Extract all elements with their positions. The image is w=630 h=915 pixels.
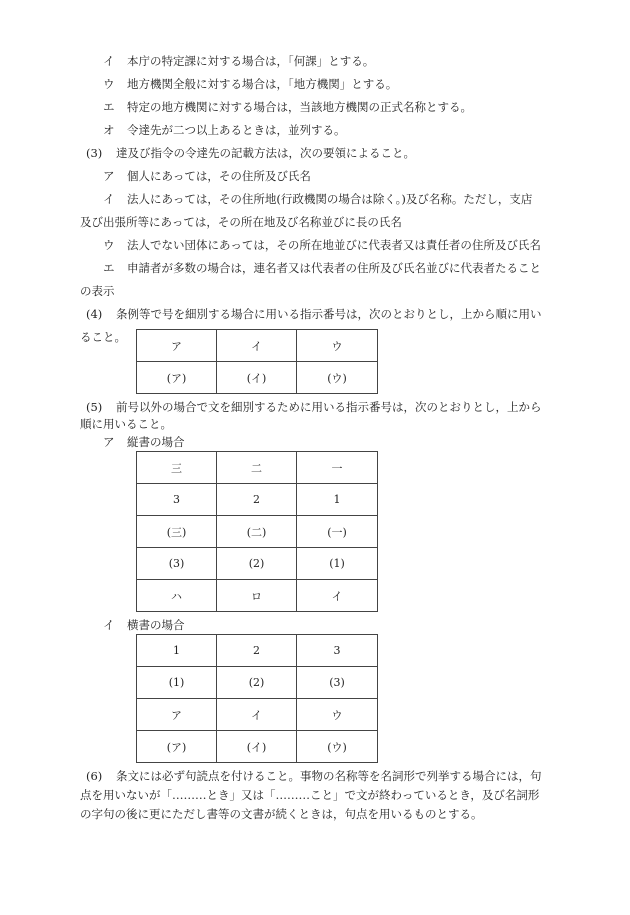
list-item: ア 個人にあっては，その住所及び氏名 <box>103 169 311 183</box>
table-row <box>137 452 378 484</box>
table-cell: 2 <box>217 484 297 516</box>
table-cell: (ウ) <box>297 362 378 394</box>
section-4-continuation: ること。 <box>80 330 126 344</box>
table-row <box>137 516 378 548</box>
table-cell: 1 <box>297 484 378 516</box>
table-row <box>137 362 378 394</box>
table-cell: 一 <box>297 452 378 484</box>
table-cell: (ア) <box>137 731 217 763</box>
table-cell: (二) <box>217 516 297 548</box>
table-row <box>137 484 378 516</box>
table-cell: (イ) <box>217 731 297 763</box>
table-cell: (ウ) <box>297 731 378 763</box>
table-row <box>137 699 378 731</box>
numbering-table-4 <box>136 329 378 394</box>
table-cell: 三 <box>137 452 217 484</box>
list-item: イ 本庁の特定課に対する場合は，「何課」とする。 <box>103 54 375 68</box>
table-cell: 二 <box>217 452 297 484</box>
table-cell: (三) <box>137 516 217 548</box>
table-cell: (1) <box>297 548 378 580</box>
list-item-continuation: の表示 <box>80 284 115 298</box>
table-cell: ア <box>137 330 217 362</box>
table-row <box>137 667 378 699</box>
list-item: エ 特定の地方機関に対する場合は，当該地方機関の正式名称とする。 <box>103 100 472 114</box>
table-cell: (イ) <box>217 362 297 394</box>
table-cell: ハ <box>137 580 217 612</box>
table-cell: イ <box>217 330 297 362</box>
list-item: ウ 法人でない団体にあっては，その所在地並びに代表者又は責任者の住所及び氏名 <box>103 238 541 252</box>
subsection-horizontal-heading: イ 横書の場合 <box>103 618 185 632</box>
table-row <box>137 330 378 362</box>
list-item: ウ 地方機関全般に対する場合は，「地方機関」とする。 <box>103 77 398 91</box>
table-row <box>137 548 378 580</box>
table-cell: ウ <box>297 699 378 731</box>
table-cell: (一) <box>297 516 378 548</box>
table-row <box>137 731 378 763</box>
table-row <box>137 580 378 612</box>
table-cell: (ア) <box>137 362 217 394</box>
table-cell: イ <box>217 699 297 731</box>
section-6-continuation: 点を用いないが「………とき」又は「………こと」で文が終わっているとき，及び名詞形 <box>80 788 540 802</box>
table-cell: (2) <box>217 667 297 699</box>
section-5-heading: (5) 前号以外の場合で文を細別するために用いる指示番号は，次のとおりとし，上から <box>86 400 542 414</box>
list-item: オ 令達先が二つ以上あるときは，並列する。 <box>103 123 346 137</box>
list-item-continuation: 及び出張所等にあっては，その所在地及び名称並びに長の氏名 <box>80 215 402 229</box>
table-cell: ア <box>137 699 217 731</box>
table-cell: 1 <box>137 635 217 667</box>
table-cell: (1) <box>137 667 217 699</box>
section-5-continuation: 順に用いること。 <box>80 417 172 431</box>
section-4-heading: (4) 条例等で号を細別する場合に用いる指示番号は，次のとおりとし，上から順に用い <box>86 307 542 321</box>
numbering-table-horizontal <box>136 634 378 763</box>
table-cell: (2) <box>217 548 297 580</box>
table-cell: (3) <box>137 548 217 580</box>
list-item: イ 法人にあっては，その住所地(行政機関の場合は除く。)及び名称。ただし，支店 <box>103 192 533 206</box>
section-6-continuation: の字句の後に更にただし書等の文書が続くときは，句点を用いるものとする。 <box>80 807 483 821</box>
table-row <box>137 635 378 667</box>
table-cell: 3 <box>297 635 378 667</box>
list-item: エ 申請者が多数の場合は，連名者又は代表者の住所及び氏名並びに代表者たること <box>103 261 541 275</box>
section-6-heading: (6) 条文には必ず句読点を付けること。事物の名称等を名詞形で列挙する場合には，句 <box>86 769 542 783</box>
table-cell: (3) <box>297 667 378 699</box>
section-3-heading: (3) 達及び指令の令達先の記載方法は，次の要領によること。 <box>86 146 415 160</box>
table-cell: 3 <box>137 484 217 516</box>
subsection-vertical-heading: ア 縦書の場合 <box>103 435 185 449</box>
table-cell: ロ <box>217 580 297 612</box>
table-cell: ウ <box>297 330 378 362</box>
numbering-table-vertical <box>136 451 378 612</box>
table-cell: イ <box>297 580 378 612</box>
table-cell: 2 <box>217 635 297 667</box>
